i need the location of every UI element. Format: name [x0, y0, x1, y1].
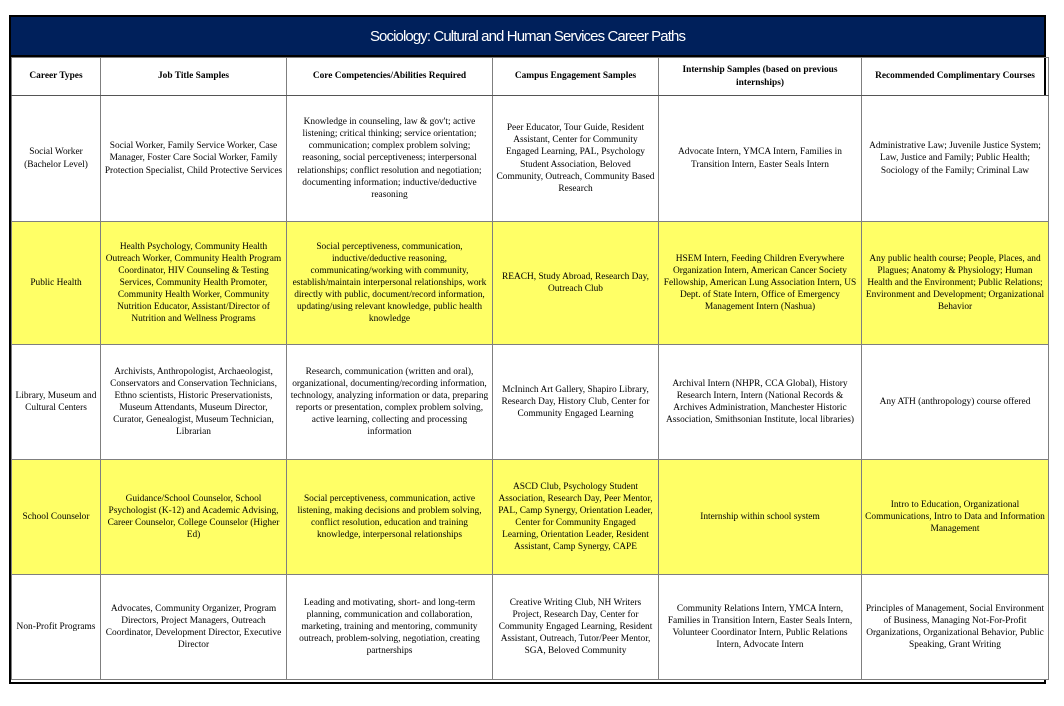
campus-engagement-cell: McIninch Art Gallery, Shapiro Library, Research Day, History Club, Center for Community Engaged Learning [493, 345, 659, 460]
table-row [12, 222, 1049, 345]
campus-engagement-cell: ASCD Club, Psychology Student Association, Research Day, Peer Mentor, PAL, Camp Synergy, Orientation Leader, Center for Community Engaged Learning, Orientation Leader, Resident Assistant, Camp Synergy, CAPE [493, 460, 659, 575]
campus-engagement-cell: REACH, Study Abroad, Research Day, Outreach Club [493, 222, 659, 345]
job-titles-cell: Social Worker, Family Service Worker, Case Manager, Foster Care Social Worker, Family Protection Specialist, Child Protective Services [101, 96, 287, 222]
competencies-cell: Knowledge in counseling, law & gov't; active listening; critical thinking; service orientation; communication; complex problem solving; reasoning, social perceptiveness; interpersonal relationships; conflict resolution and negotiation; documenting information; inductive/deductive reasoning [287, 96, 493, 222]
job-titles-cell: Advocates, Community Organizer, Program Directors, Project Managers, Outreach Coordinator, Development Director, Executive Director [101, 575, 287, 680]
career-type-cell: Non-Profit Programs [12, 575, 101, 680]
courses-cell: Intro to Education, Organizational Communications, Intro to Data and Information Management [862, 460, 1049, 575]
courses-cell: Administrative Law; Juvenile Justice System; Law, Justice and Family; Public Health; Sociology of the Family; Criminal Law [862, 96, 1049, 222]
internships-cell: Community Relations Intern, YMCA Intern, Families in Transition Intern, Easter Seals Intern, Volunteer Coordinator Intern, Public Relations Intern, Advocate Intern [659, 575, 862, 680]
header-career-types: Career Types [12, 58, 101, 96]
courses-cell: Principles of Management, Social Environment of Business, Managing Not-For-Profit Organizations, Organizational Behavior, Public Speaking, Grant Writing [862, 575, 1049, 680]
job-titles-cell: Health Psychology, Community Health Outreach Worker, Community Health Program Coordinator, HIV Counseling & Testing Services, Community Health Promoter, Community Health Worker, Community Nutrition Educator, Assistant/Director of Nutrition and Wellness Programs [101, 222, 287, 345]
courses-cell: Any ATH (anthropology) course offered [862, 345, 1049, 460]
campus-engagement-cell: Creative Writing Club, NH Writers Project, Research Day, Center for Community Engaged Learning, Resident Assistant, Outreach, Tutor/Peer Mentor, SGA, Beloved Community [493, 575, 659, 680]
internships-cell: Advocate Intern, YMCA Intern, Families in Transition Intern, Easter Seals Intern [659, 96, 862, 222]
table-row [12, 575, 1049, 680]
career-type-cell: School Counselor [12, 460, 101, 575]
header-campus-engagement: Campus Engagement Samples [493, 58, 659, 96]
page-title: Sociology: Cultural and Human Services Career Paths [11, 17, 1044, 57]
header-recommended-courses: Recommended Complimentary Courses [862, 58, 1049, 96]
competencies-cell: Social perceptiveness, communication, active listening, making decisions and problem solving, conflict resolution, education and training knowledge, interpersonal relationships [287, 460, 493, 575]
internships-cell: Archival Intern (NHPR, CCA Global), History Research Intern, Intern (National Records & Archives Administration, Manchester Historic Association, Smithsonian Institute, local libraries) [659, 345, 862, 460]
campus-engagement-cell: Peer Educator, Tour Guide, Resident Assistant, Center for Community Engaged Learning, PAL, Psychology Student Association, Beloved Community, Outreach, Community Based Research [493, 96, 659, 222]
job-titles-cell: Guidance/School Counselor, School Psychologist (K-12) and Academic Advising, Career Counselor, College Counselor (Higher Ed) [101, 460, 287, 575]
career-paths-sheet [9, 15, 1046, 684]
internships-cell: HSEM Intern, Feeding Children Everywhere Organization Intern, American Cancer Society Fellowship, American Lung Association Intern, US Dept. of State Intern, Office of Emergency Management Intern (Nashua) [659, 222, 862, 345]
table-row [12, 345, 1049, 460]
header-internship-samples: Internship Samples (based on previous internships) [659, 58, 862, 96]
competencies-cell: Social perceptiveness, communication, inductive/deductive reasoning, communicating/working with community, establish/maintain interpersonal relationships, work directly with public, document/record information, updating/using relevant knowledge, public health knowledge [287, 222, 493, 345]
header-core-competencies: Core Competencies/Abilities Required [287, 58, 493, 96]
career-paths-table [11, 57, 1049, 680]
job-titles-cell: Archivists, Anthropologist, Archaeologist, Conservators and Conservation Technicians, Ethno scientists, Historic Preservationists, Museum Attendants, Museum Director, Curator, Genealogist, Museum Technician, Librarian [101, 345, 287, 460]
career-type-cell: Public Health [12, 222, 101, 345]
courses-cell: Any public health course; People, Places, and Plagues; Anatomy & Physiology; Human Health and the Environment; Public Relations; Environment and Development; Organizational Behavior [862, 222, 1049, 345]
header-job-title-samples: Job Title Samples [101, 58, 287, 96]
competencies-cell: Leading and motivating, short- and long-term planning, communication and collaboration, marketing, training and mentoring, community outreach, problem-solving, negotiation, creating partnerships [287, 575, 493, 680]
career-type-cell: Library, Museum and Cultural Centers [12, 345, 101, 460]
header-row [12, 58, 1049, 96]
internships-cell: Internship within school system [659, 460, 862, 575]
table-row [12, 460, 1049, 575]
table-row [12, 96, 1049, 222]
career-type-cell: Social Worker (Bachelor Level) [12, 96, 101, 222]
competencies-cell: Research, communication (written and oral), organizational, documenting/recording information, technology, analyzing information or data, preparing reports or presentation, complex problem solving, active learning, collecting and processing information [287, 345, 493, 460]
